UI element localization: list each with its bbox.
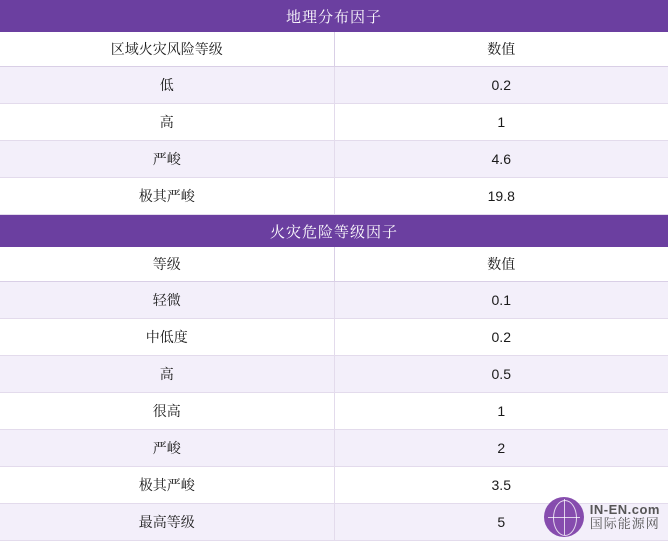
row-label: 高 xyxy=(0,356,334,393)
table-row xyxy=(0,282,668,319)
section-title: 地理分布因子 xyxy=(0,0,668,32)
section-header-fire-danger xyxy=(0,215,668,248)
section-header-geographic xyxy=(0,0,668,32)
row-value: 1 xyxy=(334,104,668,141)
row-value: 0.5 xyxy=(334,356,668,393)
row-value: 4.6 xyxy=(334,141,668,178)
row-label: 低 xyxy=(0,67,334,104)
table-row xyxy=(0,393,668,430)
table-row xyxy=(0,178,668,215)
row-value: 0.2 xyxy=(334,67,668,104)
row-label: 严峻 xyxy=(0,141,334,178)
table-row xyxy=(0,356,668,393)
table-row xyxy=(0,104,668,141)
row-label: 中低度 xyxy=(0,319,334,356)
row-value: 1 xyxy=(334,393,668,430)
table-row xyxy=(0,467,668,504)
watermark-en: IN-EN.com xyxy=(589,502,660,518)
row-label: 极其严峻 xyxy=(0,178,334,215)
column-header-row xyxy=(0,247,668,282)
row-value: 19.8 xyxy=(334,178,668,215)
row-value: 5 xyxy=(334,504,668,541)
column-header-row xyxy=(0,32,668,67)
column-header-grade: 等级 xyxy=(0,247,334,282)
table-row xyxy=(0,319,668,356)
table-row xyxy=(0,67,668,104)
row-label: 极其严峻 xyxy=(0,467,334,504)
row-label: 轻微 xyxy=(0,282,334,319)
row-value: 2 xyxy=(334,430,668,467)
column-header-risk-level: 区域火灾风险等级 xyxy=(0,32,334,67)
section-title: 火灾危险等级因子 xyxy=(0,215,668,248)
row-label: 高 xyxy=(0,104,334,141)
watermark-cn: 国际能源网 xyxy=(589,516,660,531)
row-value: 0.1 xyxy=(334,282,668,319)
column-header-value: 数值 xyxy=(334,32,668,67)
table-row xyxy=(0,141,668,178)
row-label: 很高 xyxy=(0,393,334,430)
row-label: 最高等级 xyxy=(0,504,334,541)
column-header-value: 数值 xyxy=(334,247,668,282)
table-row xyxy=(0,430,668,467)
table-row xyxy=(0,504,668,541)
row-value: 0.2 xyxy=(334,319,668,356)
row-value: 3.5 xyxy=(334,467,668,504)
row-label: 严峻 xyxy=(0,430,334,467)
